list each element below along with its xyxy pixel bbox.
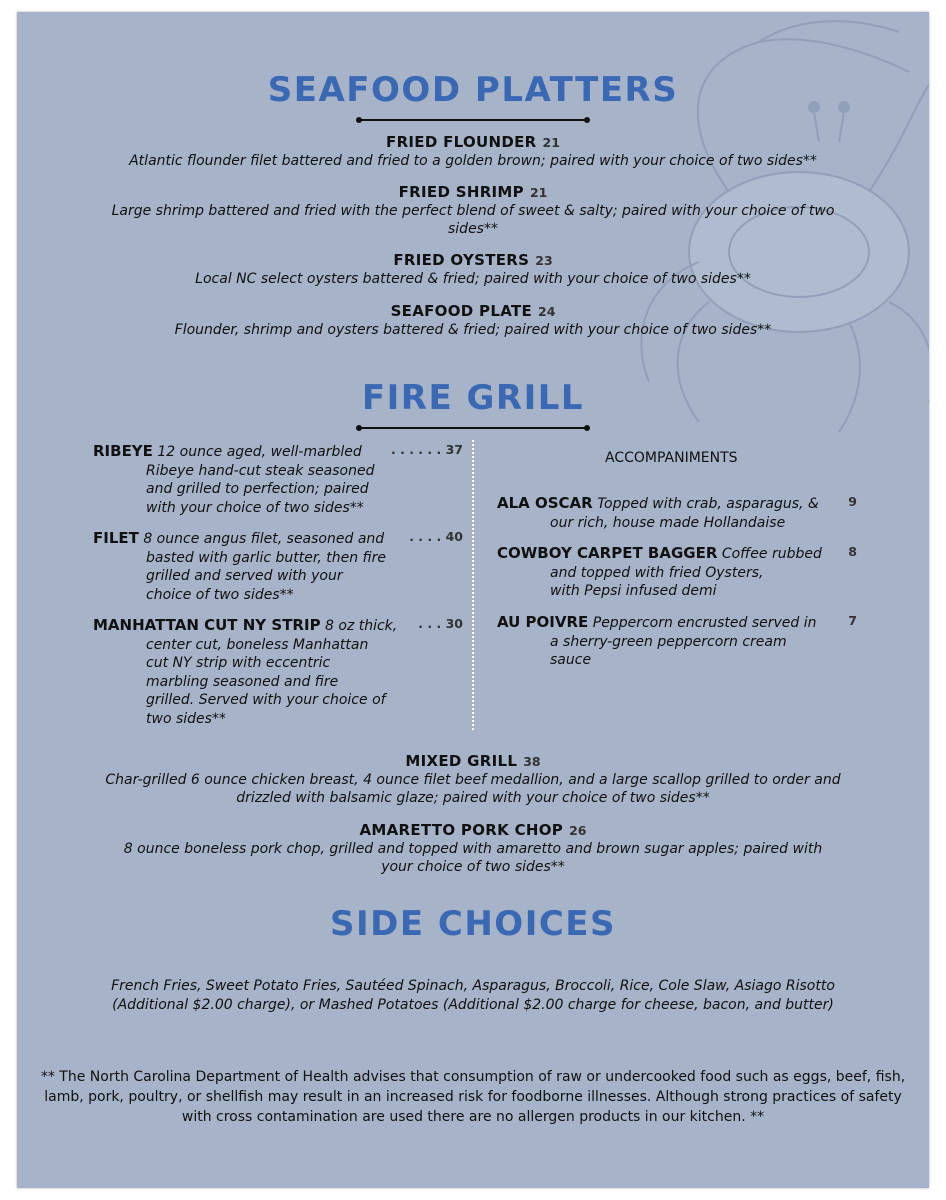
column-divider xyxy=(472,440,474,730)
item-description: Flounder, shrimp and oysters battered & fried; paired with your choice of two sides** xyxy=(174,322,772,338)
menu-item xyxy=(97,182,849,238)
item-description: 8 ounce boneless pork chop, grilled and topped with amaretto and brown sugar apples; paired with your choice of two sides** xyxy=(123,841,823,875)
menu-item xyxy=(77,301,869,339)
menu-page xyxy=(17,12,929,1188)
accompaniment-item xyxy=(497,613,857,670)
item-price: 24 xyxy=(538,304,556,319)
grill-item-filet xyxy=(93,529,463,604)
title-divider xyxy=(359,119,587,121)
seafood-platters-title: SEAFOOD PLATTERS xyxy=(267,70,679,110)
menu-item xyxy=(107,820,839,876)
item-name: FRIED SHRIMP xyxy=(398,183,524,201)
item-description: Atlantic flounder filet battered and fried to a golden brown; paired with your choice of two sides** xyxy=(129,153,817,169)
item-price: . . . . . . 37 xyxy=(391,442,463,457)
item-price: 9 xyxy=(848,494,857,509)
item-lead: Peppercorn encrusted served in xyxy=(592,615,817,631)
item-name: AMARETTO PORK CHOP xyxy=(359,821,564,839)
item-description: Local NC select oysters battered & fried; paired with your choice of two sides** xyxy=(195,271,751,287)
menu-item xyxy=(77,250,869,288)
item-name: RIBEYE xyxy=(93,442,153,460)
item-description: Char-grilled 6 ounce chicken breast, 4 ounce filet beef medallion, and a large scallop grilled to order and drizzled with balsamic glaze; paired with your choice of two sides** xyxy=(105,772,841,806)
side-choices-list: French Fries, Sweet Potato Fries, Sautéed Spinach, Asparagus, Broccoli, Rice, Cole Slaw, Asiago Risotto (Additional $2.00 charge), or Mashed Potatoes (Additional $2.00 charge for cheese, bacon, and butter) xyxy=(111,978,835,1013)
item-price: 26 xyxy=(569,823,587,838)
item-lead: 8 oz thick, xyxy=(325,618,398,634)
item-price: . . . . 40 xyxy=(409,529,463,544)
item-price: 8 xyxy=(848,544,857,559)
item-description: Large shrimp battered and fried with the perfect blend of sweet & salty; paired with your choice of two sides** xyxy=(111,203,835,237)
side-choices-title: SIDE CHOICES xyxy=(329,904,617,944)
item-description: a sherry-green peppercorn cream sauce xyxy=(550,633,787,668)
item-description: Ribeye hand-cut steak seasoned and grilled to perfection; paired with your choice of two sides** xyxy=(146,462,375,516)
menu-item xyxy=(77,132,869,170)
item-lead: 12 ounce aged, well-marbled xyxy=(157,444,362,460)
item-name: FILET xyxy=(93,529,139,547)
item-name: MIXED GRILL xyxy=(405,752,518,770)
item-lead: 8 ounce angus filet, seasoned and xyxy=(143,531,385,547)
item-name: SEAFOOD PLATE xyxy=(390,302,533,320)
accompaniment-item xyxy=(497,544,857,601)
item-description: and topped with fried Oysters, with Pepsi infused demi xyxy=(550,564,764,599)
item-price: . . . 30 xyxy=(418,616,463,631)
item-name: MANHATTAN CUT NY STRIP xyxy=(93,616,321,634)
item-price: 21 xyxy=(542,135,560,150)
item-description: our rich, house made Hollandaise xyxy=(550,514,786,531)
item-price: 23 xyxy=(535,253,553,268)
item-name: ALA OSCAR xyxy=(497,494,593,512)
accompaniment-item xyxy=(497,494,857,532)
item-description: center cut, boneless Manhattan cut NY strip with eccentric marbling seasoned and fire grilled. Served with your choice of two sides** xyxy=(146,636,386,727)
menu-item xyxy=(77,751,869,807)
item-lead: Topped with crab, asparagus, & xyxy=(597,496,819,512)
grill-item-ribeye xyxy=(93,442,463,517)
item-name: FRIED OYSTERS xyxy=(393,251,530,269)
item-name: COWBOY CARPET BAGGER xyxy=(497,544,718,562)
health-disclaimer: ** The North Carolina Department of Health advises that consumption of raw or undercooked food such as eggs, beef, fish, lamb, pork, poultry, or shellfish may result in an increased risk for foodborne illnesses. Although strong practices of safety with cross contamination are used there are no allergen products in our kitchen. ** xyxy=(40,1069,906,1125)
item-price: 38 xyxy=(523,754,541,769)
item-price: 21 xyxy=(529,185,548,200)
item-lead: Coffee rubbed xyxy=(721,546,822,562)
fire-grill-title: FIRE GRILL xyxy=(361,378,585,418)
item-price: 7 xyxy=(848,613,857,628)
title-divider xyxy=(359,427,587,429)
item-name: FRIED FLOUNDER xyxy=(386,133,537,151)
item-description: basted with garlic butter, then fire grilled and served with your choice of two sides** xyxy=(146,549,386,603)
grill-item-ny-strip xyxy=(93,616,463,728)
item-name: AU POIVRE xyxy=(497,613,589,631)
accompaniments-heading: ACCOMPANIMENTS xyxy=(605,450,738,466)
